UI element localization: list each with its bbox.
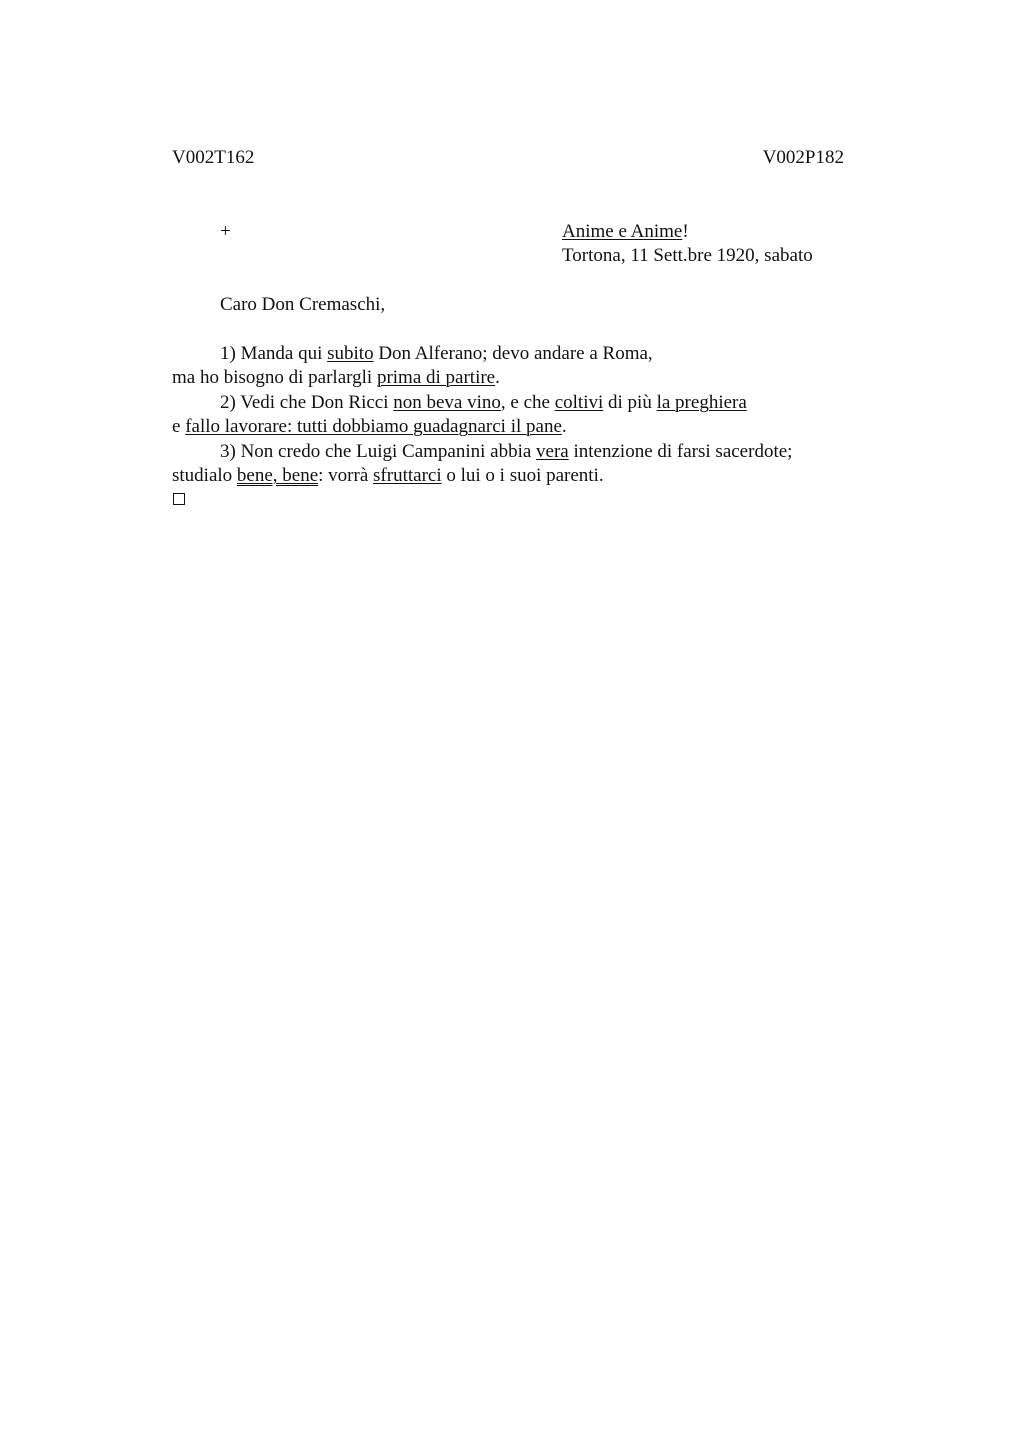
underlined-run: prima di partire [376, 367, 496, 388]
text-run: . [495, 367, 500, 388]
end-marker-box-icon [173, 493, 185, 505]
underlined-run: fallo lavorare: tutti dobbiamo guadagnarci il pane [185, 416, 562, 437]
text-run: , e che [500, 392, 555, 413]
motto-suffix: ! [682, 221, 689, 242]
item-2-line-1 [220, 391, 747, 415]
underlined-run: non beva vino [393, 392, 501, 413]
cross-symbol: + [220, 221, 231, 242]
underlined-run: bene, bene [236, 465, 319, 486]
text-run: e [172, 416, 186, 437]
underlined-run: la preghiera [656, 392, 747, 413]
text-run: intenzione di farsi sacerdote; [568, 441, 793, 462]
motto [562, 220, 689, 244]
header-right-code: V002P182 [762, 147, 844, 168]
header-left-code: V002T162 [172, 147, 255, 168]
text-run: 3) Non credo che Luigi Campanini abbia [220, 441, 537, 462]
salutation: Caro Don Cremaschi, [220, 294, 386, 315]
text-run: 2) Vedi che Don Ricci [220, 392, 394, 413]
text-run: Don Alferano; devo andare a Roma, [373, 343, 653, 364]
motto-text: Anime e Anime [562, 221, 683, 242]
text-run: studialo [172, 465, 237, 486]
text-run: di più [603, 392, 657, 413]
item-1-line-1 [220, 342, 653, 366]
underlined-run: sfruttarci [373, 465, 442, 486]
item-2-line-2 [172, 415, 567, 439]
item-3-line-1 [220, 440, 792, 464]
underlined-run: vera [536, 441, 569, 462]
underlined-run: subito [327, 343, 374, 364]
text-run: . [561, 416, 567, 437]
text-run: ma ho bisogno di parlargli [172, 367, 377, 388]
item-3-line-2 [172, 464, 604, 488]
item-1-line-2 [172, 366, 500, 390]
text-run: o lui o i suoi parenti. [441, 465, 604, 486]
text-run: 1) Manda qui [220, 343, 328, 364]
text-run: : vorrà [318, 465, 374, 486]
underlined-run: coltivi [554, 392, 604, 413]
dateline: Tortona, 11 Sett.bre 1920, sabato [562, 245, 813, 266]
